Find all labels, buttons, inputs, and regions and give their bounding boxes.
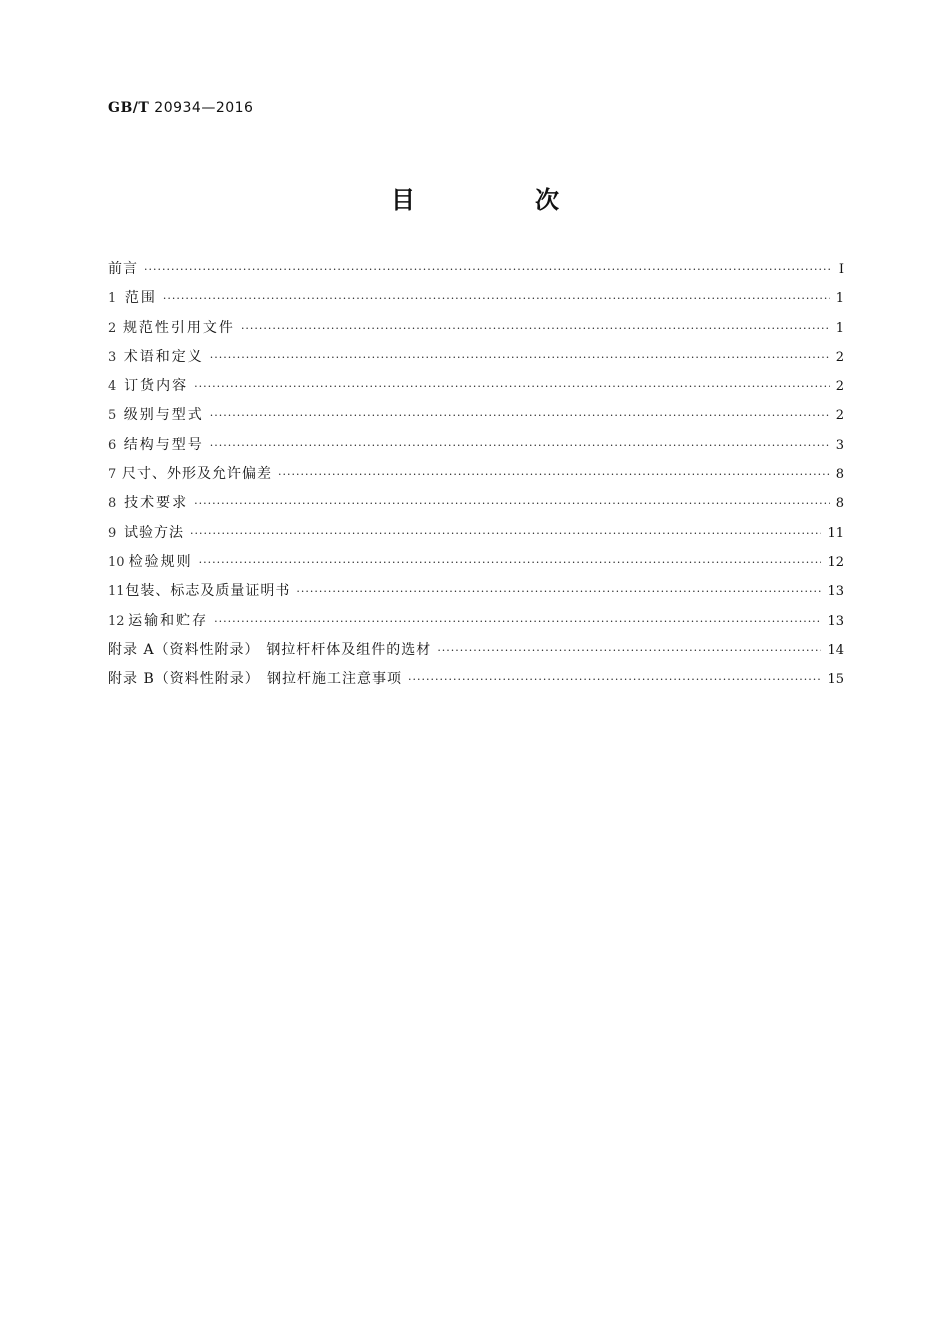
toc-entry-number: 3 [108, 349, 117, 365]
toc-entry-page: Ⅰ [838, 262, 844, 277]
table-of-contents [108, 258, 844, 697]
standard-number: 20934—2016 [154, 100, 254, 116]
toc-entry-label: 术语和定义 [123, 348, 204, 365]
toc-entry-10[interactable] [108, 551, 844, 580]
toc-entry-7[interactable] [108, 463, 844, 492]
toc-entry-label: 级别与型式 [123, 407, 204, 424]
toc-entry-page: 13 [827, 613, 844, 629]
toc-entry-page: 3 [835, 437, 844, 453]
toc-entry-label: 结构与型号 [123, 436, 204, 453]
toc-entry-1[interactable] [108, 287, 844, 316]
toc-entry-label: 运输和贮存 [128, 612, 209, 629]
toc-leader-dots [210, 439, 830, 452]
toc-entry-page: 2 [835, 379, 844, 395]
toc-entry-appendix-a[interactable] [108, 639, 844, 668]
toc-entry-number: 5 [108, 408, 117, 424]
toc-entry-page: 12 [827, 554, 844, 570]
toc-entry-11[interactable] [108, 580, 844, 609]
toc-entry-label: 尺寸、外形及允许偏差 [121, 466, 272, 483]
toc-leader-dots [199, 556, 822, 569]
toc-entry-number: 1 [108, 291, 117, 307]
toc-leader-dots [144, 263, 833, 276]
toc-entry-page: 11 [827, 525, 844, 541]
toc-entry-page: 8 [835, 496, 844, 512]
toc-title: 目 次 [391, 186, 607, 214]
toc-entry-number: 10 [108, 554, 125, 570]
toc-entry-appendix-b[interactable] [108, 668, 844, 697]
toc-entry-label: 检验规则 [128, 553, 193, 570]
toc-leader-dots [210, 409, 830, 422]
standard-prefix: GB/T [108, 100, 150, 116]
toc-entry-page: 14 [827, 642, 844, 658]
toc-entry-number: 4 [108, 379, 117, 395]
toc-entry-number: 6 [108, 437, 117, 453]
toc-entry-number: 7 [108, 467, 117, 483]
toc-entry-number: 2 [108, 320, 117, 336]
toc-entry-label: 规范性引用文件 [122, 319, 235, 336]
toc-entry-number: 12 [108, 613, 125, 629]
toc-leader-dots [241, 322, 830, 335]
toc-leader-dots [190, 527, 821, 540]
toc-leader-dots [296, 585, 821, 598]
toc-appendix-prefix: 附录 A（资料性附录） [108, 641, 260, 658]
toc-entry-page: 8 [835, 467, 844, 483]
toc-entry-page: 13 [827, 584, 844, 600]
toc-entry-8[interactable] [108, 492, 844, 521]
toc-entry-number: 9 [108, 525, 117, 541]
toc-leader-dots [194, 497, 830, 510]
toc-entry-foreword[interactable] [108, 258, 844, 287]
toc-leader-dots [194, 380, 830, 393]
toc-entry-page: 1 [835, 320, 844, 336]
standard-code [108, 100, 253, 116]
toc-leader-dots [408, 673, 821, 686]
toc-entry-label: 钢拉杆杆体及组件的选材 [266, 641, 432, 658]
toc-entry-number: 8 [108, 496, 117, 512]
toc-entry-page: 1 [835, 291, 844, 307]
toc-entry-label: 试验方法 [124, 524, 185, 541]
toc-entry-page: 2 [835, 408, 844, 424]
toc-entry-page: 2 [835, 349, 844, 365]
toc-leader-dots [278, 468, 830, 481]
toc-entry-page: 15 [827, 672, 844, 688]
toc-entry-label: 订货内容 [124, 378, 189, 395]
toc-entry-number: 11 [108, 584, 125, 600]
toc-entry-label: 范围 [124, 290, 157, 307]
toc-entry-2[interactable] [108, 317, 844, 346]
toc-entry-label: 前言 [108, 261, 138, 277]
toc-entry-3[interactable] [108, 346, 844, 375]
toc-entry-4[interactable] [108, 375, 844, 404]
toc-entry-5[interactable] [108, 404, 844, 433]
toc-leader-dots [210, 351, 830, 364]
toc-entry-9[interactable] [108, 522, 844, 551]
toc-entry-label: 包装、标志及质量证明书 [125, 583, 291, 600]
toc-entry-label: 钢拉杆施工注意事项 [267, 671, 403, 688]
toc-leader-dots [163, 292, 830, 305]
toc-entry-6[interactable] [108, 434, 844, 463]
toc-leader-dots [437, 644, 821, 657]
toc-entry-label: 技术要求 [124, 495, 189, 512]
toc-entry-12[interactable] [108, 610, 844, 639]
toc-leader-dots [214, 615, 821, 628]
toc-appendix-prefix: 附录 B（资料性附录） [108, 671, 260, 688]
